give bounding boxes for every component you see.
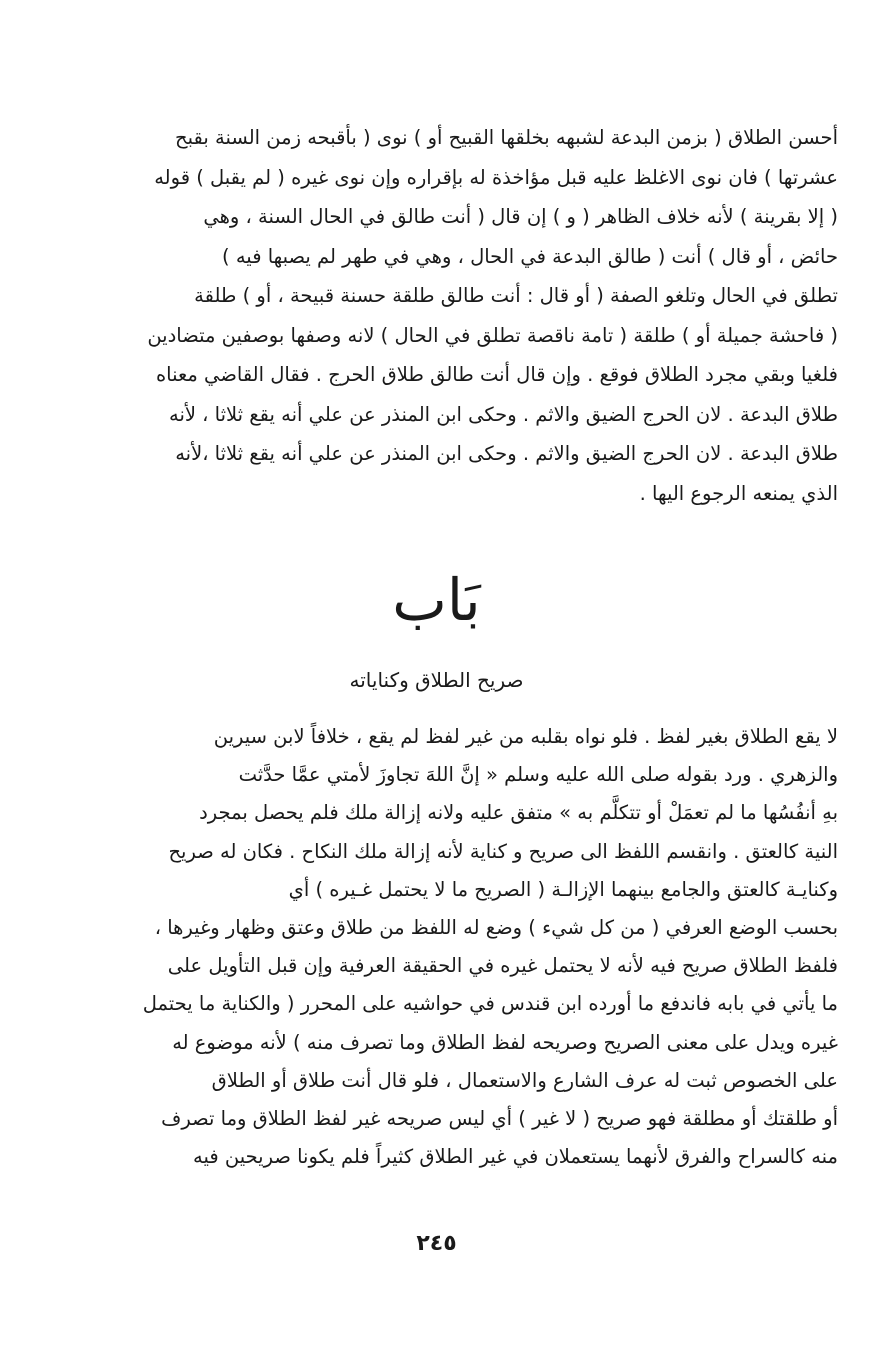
text-line: فلفظ الطلاق صريح فيه لأنه لا يحتمل غيره في الحقيقة العرفية وإن قبل التأويل على [167, 954, 838, 978]
text-line: طلاق البدعة . لان الحرج الضيق والاثم . وحكى ابن المنذر عن علي أنه يقع ثلاثا ،لأنه [175, 442, 838, 465]
text-line: غيره ويدل على معنى الصريح وصريحه لفظ الطلاق وما تصرف منه ) لأنه موضوع له [172, 1030, 838, 1054]
text-line: بهِ أنفُسُها ما لم تعمَلْ أو تتكلَّم به » متفق عليه ولانه إزالة ملك فلم يحصل بمجرد [199, 801, 838, 825]
text-line: منه كالسراح والفرق لأنهما يستعملان في غير الطلاق كثيراً فلم يكونا صريحين فيه [193, 1145, 838, 1169]
text-line: على الخصوص ثبت له عرف الشارع والاستعمال ، فلو قال أنت طلاق أو الطلاق [211, 1068, 838, 1092]
top-paragraph [96, 118, 838, 513]
text-line: فلغيا وبقي مجرد الطلاق فوقع . وإن قال أنت طالق طلاق الحرج . فقال القاضي معناه [155, 363, 838, 386]
text-line: ( فاحشة جميلة أو ) طلقة ( تامة ناقصة تطلق في الحال ) لانه وصفها بوصفين متضادين [147, 323, 838, 347]
text-line: الذي يمنعه الرجوع اليها . [639, 481, 838, 505]
page-number: ٢٤٥ [416, 1231, 457, 1256]
text-line: أو طلقتك أو مطلقة فهو صريح ( لا غير ) أي ليس صريحه غير لفظ الطلاق وما تصرف [161, 1107, 838, 1131]
text-line: عشرتها ) فان نوى الاغلظ عليه قبل مؤاخذة له بإقراره وإن نوى غيره ( لم يقبل ) قوله [154, 165, 838, 189]
chapter-heading: بَاب [392, 566, 481, 634]
text-line: وكنايـة كالعتق والجامع بينهما الإزالـة ( الصريح ما لا يحتمل غـيره ) أي [288, 877, 838, 901]
text-line: النية كالعتق . وانقسم اللفظ الى صريح و كناية لأنه إزالة ملك النكاح . فكان له صريح [168, 839, 838, 863]
text-line: ( إلا بقرينة ) لأنه خلاف الظاهر ( و ) إن قال ( أنت طالق في الحال السنة ، وهي [203, 205, 838, 228]
text-line: حائض ، أو قال ) أنت ( طالق البدعة في الحال ، وهي في طهر لم يصبها فيه ) [222, 244, 838, 268]
text-line: بحسب الوضع العرفي ( من كل شيء ) وضع له اللفظ من طلاق وعتق وظهار وغيرها ، [154, 916, 838, 940]
text-line: والزهري . ورد بقوله صلى الله عليه وسلم « إنَّ اللهَ تجاوزَ لأمتي عمَّا حدَّثت [238, 763, 838, 787]
text-line: ما يأتي في بابه فاندفع ما أورده ابن قندس في حواشيه على المحرر ( والكناية ما يحتمل [142, 992, 838, 1016]
text-line: طلاق البدعة . لان الحرج الضيق والاثم . وحكى ابن المنذر عن علي أنه يقع ثلاثا ، لأنه [168, 402, 838, 426]
text-line: تطلق في الحال وتلغو الصفة ( أو قال : أنت طالق طلقة حسنة قبيحة ، أو ) طلقة [194, 284, 838, 307]
text-line: أحسن الطلاق ( بزمن البدعة لشبهه بخلقها القبيح أو ) نوى ( بأقبحه زمن السنة بقبح [175, 126, 838, 149]
chapter-subtitle: صريح الطلاق وكناياته [349, 668, 524, 692]
bottom-paragraph [96, 718, 838, 1176]
text-line: لا يقع الطلاق بغير لفظ . فلو نواه بقلبه من غير لفظ لم يقع ، خلافاً لابن سيرين [213, 725, 838, 748]
